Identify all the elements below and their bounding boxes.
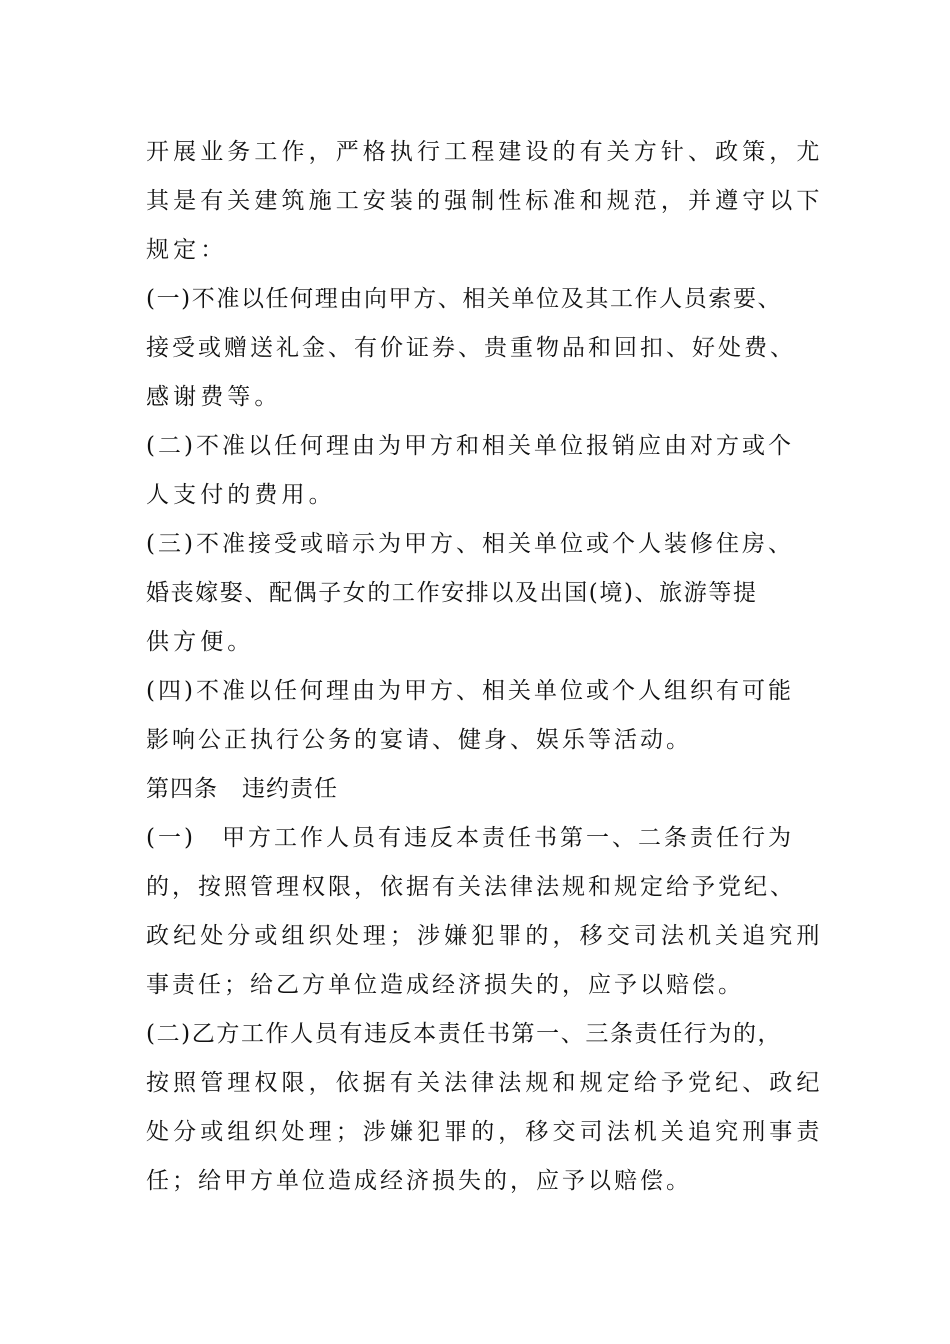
text-line: 其是有关建筑施工安装的强制性标准和规范，并遵守以下 xyxy=(146,188,824,214)
text-line: (二)不准以任何理由为甲方和相关单位报销应由对方或个 xyxy=(146,433,794,459)
text-line: 事责任；给乙方单位造成经济损失的，应予以赔偿。 xyxy=(146,972,744,998)
text-line: 按照管理权限，依据有关法律法规和规定给予党纪、政纪 xyxy=(146,1070,824,1096)
text-line: (一) 甲方工作人员有违反本责任书第一、二条责任行为 xyxy=(146,825,794,851)
text-line: 的，按照管理权限，依据有关法律法规和规定给予党纪、 xyxy=(146,874,796,900)
section-heading: 第四条 违约责任 xyxy=(146,776,338,802)
text-line: 接受或赠送礼金、有价证券、贵重物品和回扣、好处费、 xyxy=(146,335,796,361)
text-line: 影响公正执行公务的宴请、健身、娱乐等活动。 xyxy=(146,727,692,753)
document-body xyxy=(146,128,836,1206)
text-line: 任；给甲方单位造成经济损失的，应予以赔偿。 xyxy=(146,1168,692,1194)
text-line: (三)不准接受或暗示为甲方、相关单位或个人装修住房、 xyxy=(146,531,794,557)
text-line: (一)不准以任何理由向甲方、相关单位及其工作人员索要、 xyxy=(146,286,783,312)
text-line: (四)不准以任何理由为甲方、相关单位或个人组织有可能 xyxy=(146,678,794,704)
text-line: 处分或组织处理；涉嫌犯罪的，移交司法机关追究刑事责 xyxy=(146,1119,824,1145)
text-line: 感谢费等。 xyxy=(146,384,282,410)
text-line: 政纪处分或组织处理；涉嫌犯罪的，移交司法机关追究刑 xyxy=(146,923,824,949)
text-line: 规定： xyxy=(146,237,228,263)
text-line: 人支付的费用。 xyxy=(146,482,336,508)
text-line: 婚丧嫁娶、配偶子女的工作安排以及出国(境)、旅游等提 xyxy=(146,580,758,606)
text-line: 开展业务工作，严格执行工程建设的有关方针、政策，尤 xyxy=(146,139,824,165)
text-line: (二)乙方工作人员有违反本责任书第一、三条责任行为的， xyxy=(146,1021,783,1047)
text-line: 供方便。 xyxy=(146,629,255,655)
